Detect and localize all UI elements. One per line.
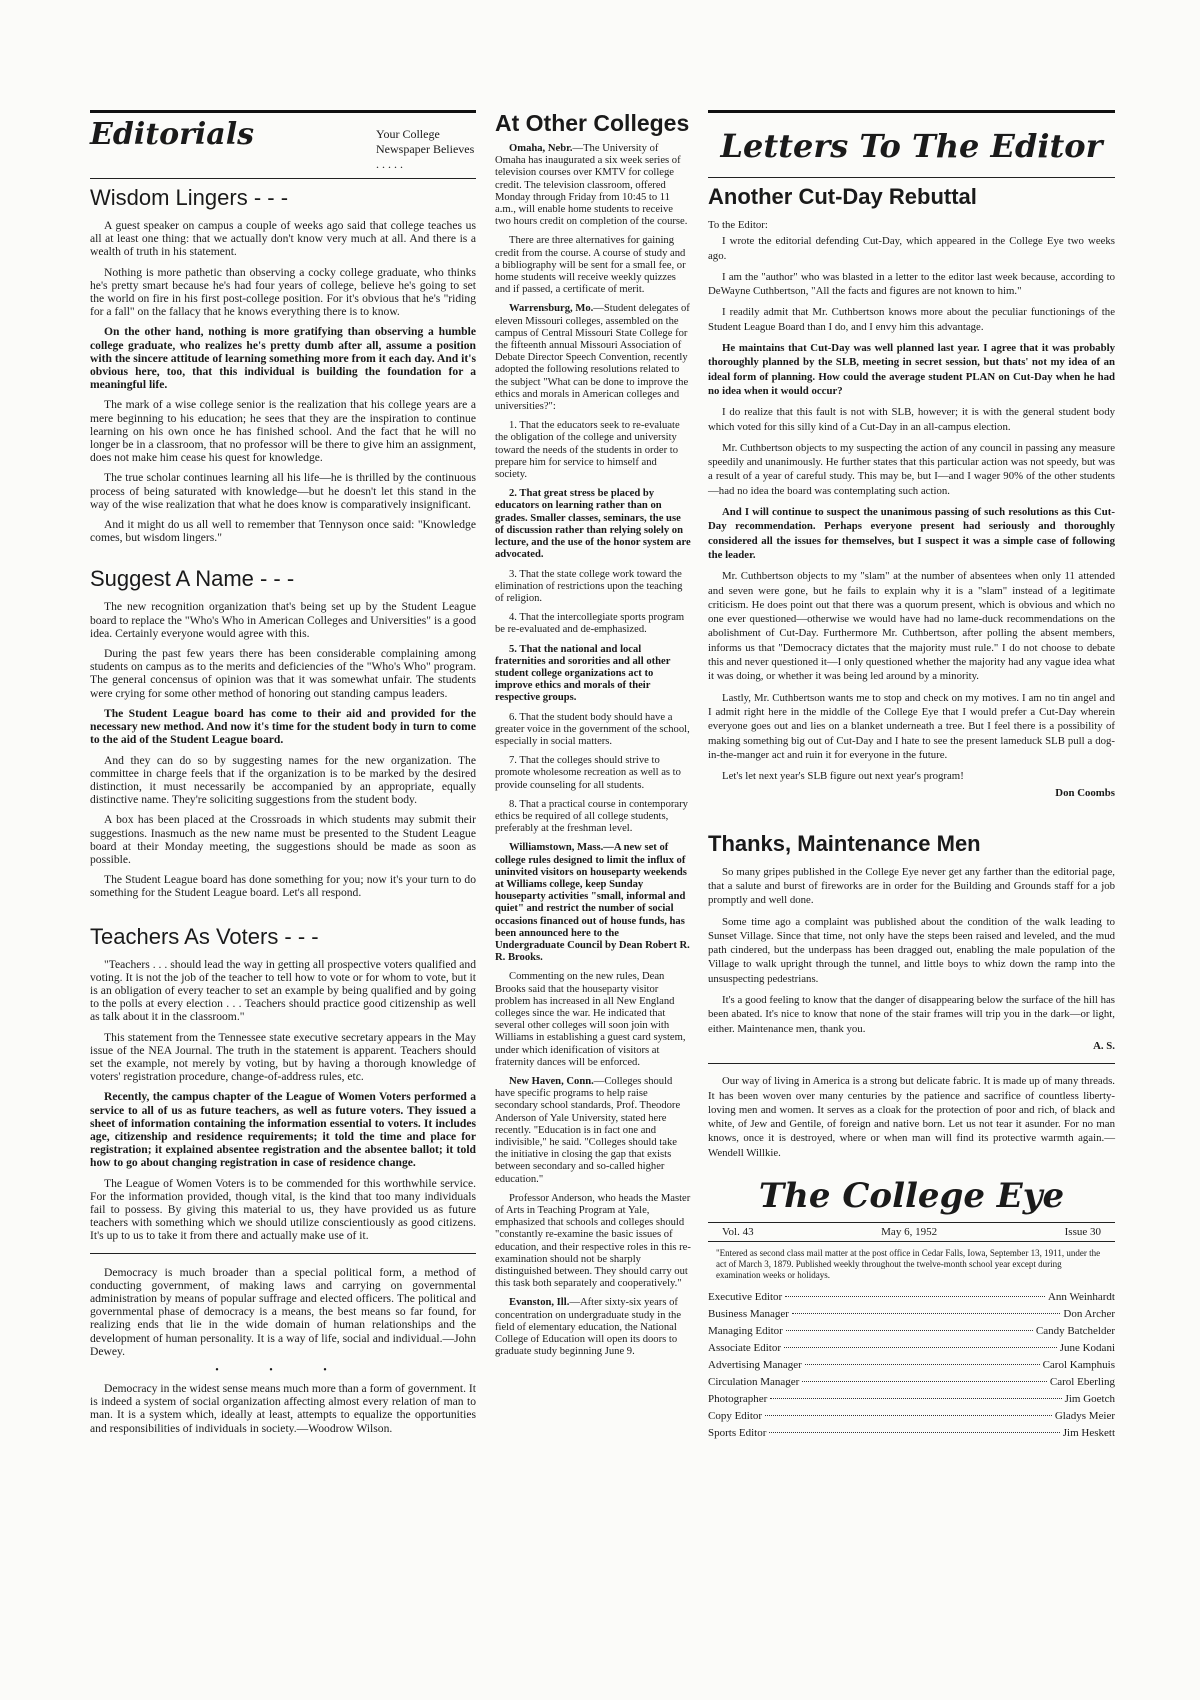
- other-colleges-title: At Other Colleges: [495, 110, 690, 136]
- editorials-tagline: Your College Newspaper Believes . . . . .: [376, 127, 475, 171]
- staff-name: Carol Eberling: [1049, 1376, 1115, 1389]
- news-text: 1. That the educators seek to re-evaluate the obligation of the college and university toward the needs of the students in order to prepare him for service to himself and society.: [495, 420, 680, 481]
- staff-role: Circulation Manager: [708, 1376, 800, 1389]
- staff-row: [708, 1291, 1115, 1303]
- news-text: 4. That the intercollegiate sports program be re-evaluated and de-emphasized.: [495, 612, 685, 636]
- news-item: [495, 971, 691, 1069]
- news-item: [495, 1076, 691, 1186]
- staff-role: Sports Editor: [708, 1427, 767, 1440]
- letters-column: [708, 110, 1115, 1444]
- paragraph: And I will continue to suspect the unanimous passing of such resolutions as this Cut-Day recommendation. Perhaps everyone present had seriously and thoroughly considered all the issues for themselves, but I suspect it was a simple case of following the leader.: [708, 506, 1115, 561]
- article-thanks-maintenance: [708, 831, 1115, 1054]
- news-item: [495, 569, 691, 606]
- leader-dots: [792, 1313, 1060, 1314]
- dateline: New Haven, Conn.: [509, 1076, 594, 1088]
- news-text: Professor Anderson, who heads the Master of Arts in Teaching Program at Yale, emphasized that schools and colleges should "constantly re-examine the basic issues of education, and their respective roles in this re-examination should not be sharply distinguished between. They should carry out this task both separately and cooperatively.": [495, 1192, 691, 1290]
- salutation: To the Editor:: [708, 219, 768, 231]
- issue-date: May 6, 1952: [881, 1226, 938, 1239]
- article-title: Teachers As Voters - - -: [90, 923, 319, 949]
- staff-row: [708, 1359, 1115, 1371]
- staff-row: [708, 1376, 1115, 1388]
- signature: Don Coombs: [1055, 787, 1115, 800]
- other-colleges-column: [495, 110, 691, 1365]
- volume: Vol. 43: [722, 1226, 754, 1239]
- leader-dots: [769, 1432, 1059, 1433]
- signature: A. S.: [1093, 1039, 1115, 1052]
- paragraph: And it might do us all well to remember that Tennyson once said: "Knowledge comes, but wisdom lingers.": [90, 518, 476, 545]
- article-title: Another Cut-Day Rebuttal: [708, 184, 977, 209]
- staff-name: Jim Goetch: [1064, 1393, 1115, 1406]
- paragraph: I do realize that this fault is not with SLB, however; it is with the general student body which voted for this silly kind of a Cut-Day in an all-campus election.: [708, 406, 1115, 433]
- paragraph: Mr. Cuthbertson objects to my "slam" at the number of absentees when only 11 attended and seven were gone, but he fails to explain why it is a "slam" instead of a legitimate criticism. He does point out that there was a quorum present, which is obvious and which no one ever questioned—otherwise we would have had no lame-duck recommendations on the abolishment of Cut-Day. Furthermore Mr. Cuthbertson, after polling the absent members, informs us that "Democracy dictates that the majority must rule." I do not choose to debate this and never questioned it—I only questioned whether the majority had any vague idea what it was doing, or whether it was being led around by a minority.: [708, 570, 1115, 683]
- paragraph: Mr. Cuthbertson objects to my suspecting the action of any council in passing any measure speedily and unanimously. He further states that this particular action was not speedy, but was a result of a year of careful study. This may be, but I—and I wager 90% of the other students—had no idea the board was contemplating such action.: [708, 441, 1115, 497]
- news-item: [495, 799, 691, 836]
- staff-role: Photographer: [708, 1393, 768, 1406]
- divider: [90, 178, 476, 179]
- staff-role: Associate Editor: [708, 1342, 782, 1355]
- news-text: 6. That the student body should have a greater voice in the government of the school, especially in social matters.: [495, 711, 690, 747]
- paragraph: So many gripes published in the College Eye never get any farther than the editorial page, that a salute and burst of fireworks are in order for the Building and Grounds staff for a job promptly and well done.: [708, 865, 1115, 907]
- stars-divider: • • •: [215, 1365, 351, 1377]
- news-text: —The University of Omaha has inaugurated a six week series of television courses over KMTV for college credit. The television classroom, offered Monday through Friday from 10:45 to 11 a.m., will enable home students to receive two hours credit on completion of the course.: [495, 143, 688, 228]
- paragraph: Some time ago a complaint was published about the condition of the walk leading to Sunset Village. Since that time, not only have the steps been raised and leveled, and the mud path cindered, but the underpass has been dragged out, enabling the male population of the Village to walk upright through the tunnel, and little boys to whiz down the ramp into the unsuspecting pedestrians.: [708, 915, 1115, 985]
- article-teachers-as-voters: [90, 924, 476, 1243]
- news-text: 7. That the colleges should strive to promote wholesome recreation as well as to provide counseling for all students.: [495, 755, 681, 791]
- news-item: [495, 612, 691, 636]
- staff-name: Gladys Meier: [1054, 1410, 1115, 1423]
- paragraph: The true scholar continues learning all his life—he is thrilled by the continuous process of being saturated with knowledge—but he doesn't let this stand in the way of the wise realization that what he does know is comparatively insignificant.: [90, 471, 476, 511]
- staff-name: June Kodani: [1059, 1342, 1115, 1355]
- editorials-title: Editorials: [90, 117, 255, 152]
- leader-dots: [784, 1347, 1057, 1348]
- quote-willkie: Our way of living in America is a strong but delicate fabric. It is made up of many threads. It has been woven over many centuries by the patience and sacrifice of countless liberty-loving men and women. It serves as a cloak for the protection of poor and rich, of black and white, of Jew and Gentile, of foreign and native born. Let us not tear it asunder. For no man knows, once it is destroyed, where or when man will find its protective warmth again.—Wendell Willkie.: [708, 1075, 1115, 1159]
- letters-masthead: Letters To The Editor: [720, 127, 1103, 165]
- leader-dots: [785, 1296, 1045, 1297]
- paragraph: The Student League board has come to their aid and provided for the necessary new method. And now it's time for the student body in turn to come to the aid of the Student League board.: [90, 706, 476, 747]
- leader-dots: [770, 1398, 1061, 1399]
- paragraph: I wrote the editorial defending Cut-Day, which appeared in the College Eye two weeks ago.: [708, 235, 1115, 262]
- editorials-masthead: [90, 113, 476, 172]
- news-text: —Student delegates of eleven Missouri colleges, assembled on the campus of Central Missouri State College for the fifteenth annual Missouri Association of Debate Director Speech Convention, recently adopted the following resolutions related to the subject "What can be done to improve the ethics and morals in American colleges and universities?":: [495, 303, 690, 413]
- leader-dots: [786, 1330, 1033, 1331]
- paragraph: Nothing is more pathetic than observing a cocky college graduate, who thinks he's pretty smart because he's had four years of college, believe he's going to set the world on fire in his first post-college position. For it's obvious that he's "riding for a fall" on the fallacy that he knows everything there is to know.: [90, 265, 476, 319]
- staff-role: Executive Editor: [708, 1291, 783, 1304]
- news-text: 5. That the national and local fraternities and sororities and all other student college organizations act to improve ethics and morals of their respective groups.: [495, 643, 671, 704]
- article-title: Wisdom Lingers - - -: [90, 185, 289, 210]
- news-item: [495, 755, 691, 792]
- dateline: Omaha, Nebr.: [509, 143, 573, 154]
- news-item: [495, 712, 691, 749]
- other-colleges-items: [495, 143, 691, 1358]
- staff-role: Copy Editor: [708, 1410, 763, 1423]
- college-eye-masthead-box: [708, 1176, 1115, 1439]
- paragraph: This statement from the Tennessee state executive secretary appears in the May issue of the NEA Journal. The truth in the statement is apparent. Teachers should set the example, not merely by voting, but by having a thorough knowledge of voters' registration procedure, change-of-address rules, etc.: [90, 1030, 476, 1084]
- staff-role: Managing Editor: [708, 1325, 783, 1338]
- staff-row: [708, 1427, 1115, 1439]
- news-item: [495, 1297, 691, 1358]
- news-item: [495, 420, 691, 481]
- paragraph: I readily admit that Mr. Cuthbertson knows more about the peculiar functionings of the Student League Board than I do, and I envy him this advantage.: [708, 306, 1115, 333]
- news-text: —After sixty-six years of concentration on undergraduate study in the field of elementary education, the National College of Education will open its doors to graduate study beginning June 9.: [495, 1297, 682, 1358]
- staff-list: [708, 1291, 1115, 1439]
- news-text: There are three alternatives for gaining credit from the course. A course of study and a bibliography will be sent for a small fee, or home students will receive weekly quizzes and if passed, a certificate of merit.: [495, 235, 686, 296]
- article-cut-day-rebuttal: [708, 184, 1115, 801]
- staff-role: Advertising Manager: [708, 1359, 802, 1372]
- paragraph: The new recognition organization that's being set up by the Student League board to replace the "Who's Who in American Colleges and Universities" is a good idea. Certainly everyone would agree with this.: [90, 600, 476, 640]
- quote-dewey: Democracy is much broader than a special political form, a method of conducting government, of making laws and carrying on governmental administration by means of popular suffrage and elected officers. The political and governmental phase of democracy is a means, the best means so far found, for realizing ends that lie in the wide domain of human relationships and the development of human personality. It is a way of life, social and individual.—John Dewey.: [90, 1265, 476, 1358]
- staff-row: [708, 1308, 1115, 1320]
- paragraph: The League of Women Voters is to be commended for this worthwhile service. For the information provided, though vital, is the kind that too many individuals fail to possess. By giving this material to us, they have provided us as future teachers with something which we should utilize conscientiously as good citizens. It's up to us to take it from there and actually make use of it.: [90, 1176, 476, 1243]
- paragraph: The mark of a wise college senior is the realization that his college years are a mere beginning to his education; he sees that they are the inspiration to continue learning on his own once he has finished school. And the fact that he will no longer be in a classroom, that no professor will be there to give him an assignment, does not make him cease his quest for knowledge.: [90, 398, 476, 465]
- divider: [708, 1063, 1115, 1064]
- news-item: [495, 235, 691, 296]
- dateline: Williamstown, Mass.: [509, 842, 604, 854]
- paragraph: And they can do so by suggesting names for the new organization. The committee in charge feels that if the organization is to be marked by the desired distinction, it must necessarily be accompanied by an appropriate, equally distinctive name. They're soliciting suggestions from the student body.: [90, 753, 476, 807]
- paragraph: Recently, the campus chapter of the League of Women Voters performed a service to all of us as future teachers, as well as future voters. They issued a sheet of information containing the information essential to voters. It includes age, citizenship and residence requirements; it told the time and place for registration; it explained absentee registration and the absentee ballot; it told how to go about changing registration in case of residence change.: [90, 1090, 476, 1170]
- news-item: [495, 143, 691, 228]
- article-suggest-a-name: [90, 566, 476, 899]
- staff-name: Ann Weinhardt: [1047, 1291, 1115, 1304]
- paragraph: "Teachers . . . should lead the way in getting all prospective voters qualified and voting. It is not the job of the teacher to tell how to vote or for whom to vote, but it is an obligation of every teacher to set an example by being qualified and by going to the polls at every election . . . Teachers should practice good citizenship as well as talk about it in the classroom.": [90, 957, 476, 1024]
- staff-row: [708, 1325, 1115, 1337]
- paragraph: Let's let next year's SLB figure out next year's program!: [722, 770, 964, 783]
- leader-dots: [805, 1364, 1040, 1365]
- paragraph: During the past few years there has been considerable complaining among students on campus as to the merits and deficiencies of the "Who's Who" program. The general concensus of opinion was that it was somewhat unfair. The students were crying for some other method of honoring out standing campus leaders.: [90, 647, 476, 700]
- letters-top-rule: [708, 110, 1115, 113]
- leader-dots: [802, 1381, 1047, 1382]
- editorials-column: [90, 110, 476, 1442]
- mailing-notice: "Entered as second class mail matter at the post office in Cedar Falls, Iowa, September 13, 1911, under the act of March 3, 1879. Published weekly throughout the twelve-month school year except during examination weeks or holidays.: [716, 1248, 1101, 1281]
- news-text: —A new set of college rules designed to limit the influx of uninvited visitors on houseparty weekends at Williams college, keep Sunday houseparty activities "small, informal and quiet" and restrict the number of social occasions financed out of house funds, has been announced here to the Undergraduate Council by Dean Robert R. R. Brooks.: [495, 842, 690, 964]
- paragraph: He maintains that Cut-Day was well planned last year. I agree that it was probably thoroughly planned by the SLB, meeting in secret session, but thats' not my idea of an ideal form of planning. How could the average student PLAN on Cut-Day when he had no idea when it would occur?: [708, 342, 1115, 397]
- news-text: —Colleges should have specific programs to help raise secondary school standards, Prof. Theodore Anderson of Yale University, stated here recently. "Education is in fact one and indivisible," he said. "Colleges should take the initiative in closing the gap that exists between secondary and so-called higher education.": [495, 1076, 681, 1185]
- staff-row: [708, 1342, 1115, 1354]
- news-text: 3. That the state college work toward the elimination of restrictions upon the teaching of religion.: [495, 568, 683, 604]
- staff-row: [708, 1393, 1115, 1405]
- article-wisdom-lingers: [90, 185, 476, 544]
- news-text: 2. That great stress be placed by educators on learning rather than on grades. Smaller classes, seminars, the use of discussion rather than relying solely on lecture, and the use of the honor system are advocated.: [495, 488, 691, 561]
- college-eye-logo: The College Eye: [758, 1176, 1065, 1217]
- democracy-quotes: [90, 1266, 476, 1435]
- willkie-quote: [708, 1074, 1115, 1160]
- divider: [708, 177, 1115, 178]
- paragraph: I am the "author" who was blasted in a letter to the editor last week because, according to DeWayne Cuthbertson, "All the facts and figures are not known to him.": [708, 270, 1115, 298]
- news-item: [495, 644, 691, 705]
- news-item: [495, 303, 691, 413]
- leader-dots: [765, 1415, 1052, 1416]
- divider: [90, 1253, 476, 1254]
- staff-name: Jim Heskett: [1062, 1427, 1115, 1440]
- dateline: Evanston, Ill.: [509, 1297, 570, 1309]
- dateline: Warrensburg, Mo.: [509, 303, 594, 315]
- staff-row: [708, 1410, 1115, 1422]
- news-item: [495, 488, 691, 561]
- article-title: Suggest A Name - - -: [90, 566, 295, 592]
- paragraph: Lastly, Mr. Cuthbertson wants me to stop and check on my motives. I am no tin angel and I admit right here in the middle of the College Eye that I would prefer a Cut-Day wherein everyone goes out and lies on a blanket underneath a tree. But I feel there is a possibility of making something big out of Cut-Day and I hate to see the present lameduck SLB pull a dog-in-the-manger act and ruin it for everyone in the future.: [708, 691, 1115, 761]
- paragraph: On the other hand, nothing is more gratifying than observing a humble college graduate, who realizes he's pretty dumb after all, assume a position with the sincere attitude of learning something more from it each day. And it's obvious here, too, that this individual is building the foundation for a meaningful life.: [90, 325, 476, 392]
- news-item: [495, 1193, 691, 1291]
- paragraph: The Student League board has done something for you; now it's your turn to do something for the Student League board. Let's all respond.: [90, 873, 476, 900]
- rebuttal-body: [708, 234, 1115, 783]
- news-text: 8. That a practical course in contemporary ethics be required of all college students, preferably at the freshman level.: [495, 798, 688, 835]
- staff-name: Don Archer: [1063, 1308, 1115, 1321]
- news-item: [495, 842, 691, 964]
- article-title: Thanks, Maintenance Men: [708, 830, 981, 856]
- news-text: Commenting on the new rules, Dean Brooks said that the houseparty visitor problem has increased in all New England colleges since the war. He indicated that several other colleges will soon join with Williams in establishing a guest card system, under which idenification of visitors at fraternity dances will be enforced.: [495, 971, 686, 1068]
- staff-role: Business Manager: [708, 1308, 789, 1321]
- paragraph: It's a good feeling to know that the danger of disappearing below the surface of the hill has been abated. It's nice to know that none of the stair frames will trip you in the dark—or light, either. Maintenance men, thank you.: [708, 994, 1115, 1035]
- paragraph: A box has been placed at the Crossroads in which students may submit their suggestions. Inasmuch as the new name must be presented to the Student League board at their Monday meeting, the suggestions should be made as soon as possible.: [90, 813, 476, 866]
- staff-name: Candy Batchelder: [1035, 1325, 1115, 1338]
- staff-name: Carol Kamphuis: [1042, 1359, 1115, 1372]
- issue-line: [708, 1222, 1115, 1242]
- paragraph: A guest speaker on campus a couple of weeks ago said that college teaches us all at least one thing: that we actually don't know very much at all. And there is a wealth of truth in his statement.: [90, 219, 476, 259]
- quote-wilson: Democracy in the widest sense means much more than a form of government. It is indeed a system of social organization affecting almost every relation of man to man. It is a system which, ideally at least, attempts to equalize the opportunities and responsibilities of individuals in society.—Woodrow Wilson.: [90, 1382, 476, 1435]
- issue-number: Issue 30: [1064, 1226, 1101, 1239]
